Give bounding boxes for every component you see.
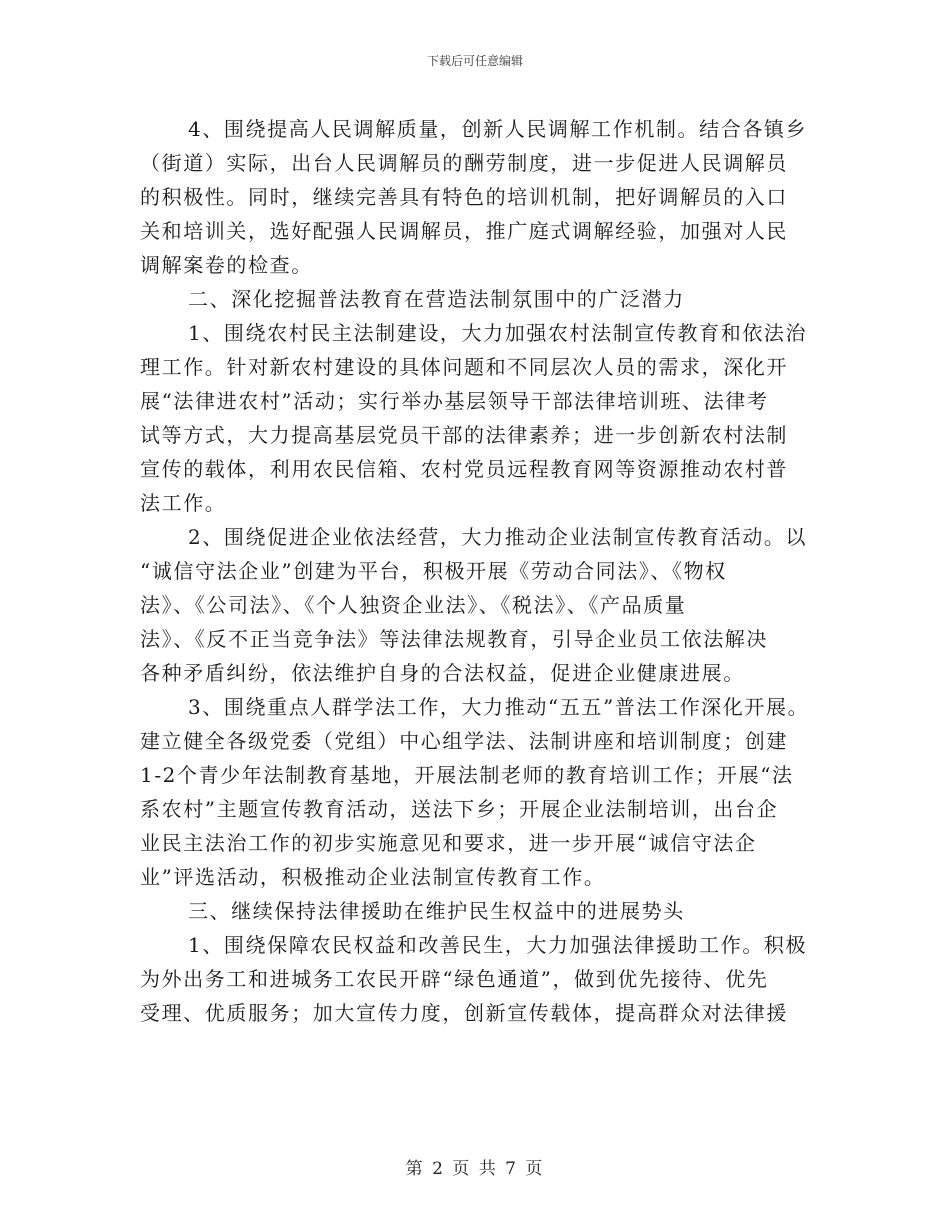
text-line: 试等方式，大力提高基层党员干部的法律素养；进一步创新农村法制 bbox=[140, 423, 788, 447]
text-line: 二、深化挖掘普法教育在营造法制氛围中的广泛潜力 bbox=[188, 287, 685, 311]
text-line: 展“法律进农村”活动；实行举办基层领导干部法律培训班、法律考 bbox=[140, 389, 769, 413]
text-line: 业民主法治工作的初步实施意见和要求，进一步开展“诚信守法企 bbox=[140, 831, 757, 855]
text-line: 为外出务工和进城务工农民开辟“绿色通道”，做到优先接待、优先 bbox=[140, 967, 769, 991]
page-footer: 第 2 页 共 7 页 bbox=[405, 1159, 545, 1179]
text-line: 1、围绕保障农民权益和改善民生，大力加强法律援助工作。积极 bbox=[188, 933, 808, 957]
text-line: 3、围绕重点人群学法工作，大力推动“五五”普法工作深化开展。 bbox=[188, 695, 810, 719]
text-line: 各种矛盾纠纷，依法维护自身的合法权益，促进企业健康进展。 bbox=[140, 661, 745, 685]
text-line: 关和培训关，选好配强人民调解员，推广庭式调解经验，加强对人民 bbox=[140, 219, 788, 243]
text-line: 2、围绕促进企业依法经营，大力推动企业法制宣传教育活动。以 bbox=[188, 525, 808, 549]
text-line: 1-2个青少年法制教育基地，开展法制老师的教育培训工作；开展“法 bbox=[140, 763, 794, 787]
text-line: 系农村”主题宣传教育活动，送法下乡；开展企业法制培训，出台企 bbox=[140, 797, 779, 821]
text-line: 法》、《公司法》、《个人独资企业法》、《税法》、《产品质量 bbox=[140, 593, 687, 617]
page-header: 下载后可任意编辑 bbox=[426, 54, 523, 68]
text-line: 三、继续保持法律援助在维护民生权益中的进展势头 bbox=[188, 899, 685, 923]
text-line: （街道）实际，出台人民调解员的酬劳制度，进一步促进人民调解员 bbox=[140, 151, 788, 175]
text-line: 受理、优质服务；加大宣传力度，创新宣传载体，提高群众对法律援 bbox=[140, 1001, 788, 1025]
text-line: 调解案卷的检查。 bbox=[140, 253, 313, 277]
text-line: 宣传的载体，利用农民信箱、农村党员远程教育网等资源推动农村普 bbox=[140, 457, 788, 481]
text-line: 业”评选活动，积极推动企业法制宣传教育工作。 bbox=[140, 865, 606, 889]
text-line: 4、围绕提高人民调解质量，创新人民调解工作机制。结合各镇乡 bbox=[188, 117, 808, 141]
text-line: 理工作。针对新农村建设的具体问题和不同层次人员的需求，深化开 bbox=[140, 355, 788, 379]
document-body bbox=[140, 112, 820, 1030]
text-line: 法工作。 bbox=[140, 491, 227, 515]
text-line: 1、围绕农村民主法制建设，大力加强农村法制宣传教育和依法治 bbox=[188, 321, 808, 345]
text-line: “诚信守法企业”创建为平台，积极开展《劳动合同法》、《物权 bbox=[140, 559, 727, 583]
text-line: 法》、《反不正当竞争法》等法律法规教育，引导企业员工依法解决 bbox=[140, 627, 768, 651]
text-line: 建立健全各级党委（党组）中心组学法、法制讲座和培训制度；创建 bbox=[140, 729, 788, 753]
text-line: 的积极性。同时，继续完善具有特色的培训机制，把好调解员的入口 bbox=[140, 185, 788, 209]
